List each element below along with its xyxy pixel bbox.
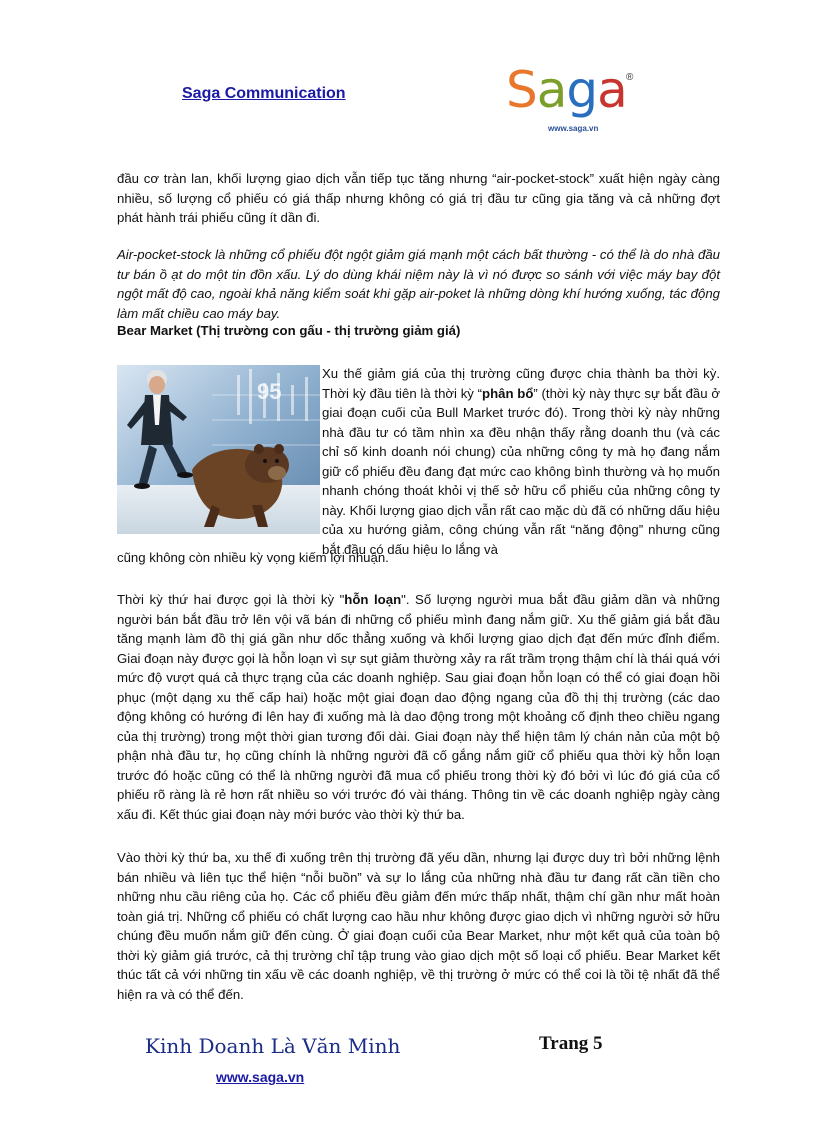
term-hon-loan: hỗn loạn: [344, 592, 402, 607]
footer-url-link[interactable]: www.saga.vn: [216, 1069, 305, 1085]
paragraph-intro: đầu cơ tràn lan, khối lượng giao dịch vẫn tiếp tục tăng nhưng “air-pocket-stock” xuất hiện ngày càng nhiều, số lượng cổ phiếu có giá thấp nhưng không có giá trị đầu tư cũng gia tăng và cả những đợt phát hành trái phiếu cũng ít dần đi.: [117, 171, 720, 225]
chart-number: 95: [257, 379, 282, 404]
registered-mark: ®: [626, 72, 634, 83]
page-number: Trang 5: [539, 1033, 603, 1054]
paragraph-bear-phase-one-tail: cũng không còn nhiều kỳ vọng kiếm lợi nhuận.: [117, 550, 389, 565]
paragraph-bear-phase-two: Thời kỳ thứ hai được gọi là thời kỳ "hỗn loạn". Số lượng người mua bắt đầu giảm dần và những người bán bắt đầu trở lên vội vã bán đi những cổ phiếu mình đang nắm giữ. Xu thế giảm giá bắt đầu tăng mạnh làm đồ thị giá gần như dốc thẳng xuống và khối lượng giao dịch đạt đến mức đỉnh điểm. Giai đoạn này được gọi là hỗn loạn vì sự sụt giảm thường xảy ra rất trầm trọng thậm chí là thái quá với mức độ vượt quá cả thực trạng của các doanh nghiệp. Sau giai đoạn hỗn loạn có thể có giai đoạn hồi phục (một dạng xu thế cấp hai) hoặc một giai đoạn dao động ngang của đồ thị thị trường (các dao động không có hướng đi lên hay đi xuống mà là dao động trong một khoảng cố định theo chiều ngang của thị trường) trong một thời gian tương đối dài. Giai đoạn này thể hiện tâm lý chán nản của một bộ phận nhà đầu tư, họ cũng chính là những người đã cố gắng nắm giữ cổ phiếu qua thời kỳ hỗn loạn trước đó hoặc cũng có thể là những người đã mua cổ phiếu trong thời kỳ đó bởi vì lúc đó giá của cổ phiếu rõ ràng là rẻ hơn rất nhiều so với trước đó vài tháng. Thông tin về các doanh nghiệp ngày càng xấu đi. Kết thúc giai đoạn này mới bước vào thời kỳ thứ ba.: [117, 592, 720, 822]
paragraph-bear-phase-three: Vào thời kỳ thứ ba, xu thế đi xuống trên thị trường đã yếu dần, nhưng lại được duy trì bởi những lệnh bán nhiều và liên tục thể hiện “nỗi buồn” và sự lo lắng của những nhà đầu tư đang rất cần tiền cho những nhu cầu riêng của họ. Các cổ phiếu đều giảm đến mức thấp nhất, thậm chí gần như mất hoàn toàn giá trị. Những cổ phiếu có chất lượng cao hầu như không được giao dịch vì những người sở hữu chúng đều muốn nắm giữ đến cùng. Ở giai đoạn cuối của Bear Market, như một kết quả của toàn bộ thời kỳ giảm giá trước, cả thị trường chỉ tập trung vào giao dịch một số loại cổ phiếu. Bear Market kết thúc tất cả với những tin xấu về các doanh nghiệp, về thị trường ở mức có thể coi là tồi tệ nhất đã thể hiện ra và có thể đến.: [117, 850, 720, 1002]
term-phan-bo: phân bổ: [482, 385, 534, 401]
saga-logo: [506, 60, 646, 140]
paragraph-bear-phase-one: Xu thế giảm giá của thị trường cũng được chia thành ba thời kỳ. Thời kỳ đầu tiên là thời kỳ “phân bổ” (thời kỳ này thực sự bắt đầu ở giai đoạn cuối của Bull Market trước đó). Trong thời kỳ này những nhà đầu tư có tầm nhìn xa đều nhận thấy rằng doanh thu (và các chỉ số kinh doanh nói chung) của những công ty mà họ đang nắm giữ cổ phiếu đều đang đạt mức cao không bình thường và họ muốn nhanh chóng thoát khỏi vị thế sở hữu cổ phiếu của những công ty này. Khối lượng giao dịch vẫn rất cao mặc dù đã có những dấu hiệu của xu hướng giảm, công chúng vẫn rất “năng động” nhưng cũng bắt đầu có dấu hiệu lo lắng và: [322, 366, 720, 557]
logo-url: www.saga.vn: [548, 124, 599, 133]
saga-logo-wordmark: Saga: [506, 61, 627, 119]
paragraph-air-pocket-definition: Air-pocket-stock là những cổ phiếu đột ngột giảm giá mạnh một cách bất thường - có thể là do nhà đầu tư bán ồ ạt do một tin đồn xấu. Lý do dùng khái niệm này là vì nó được so sánh với việc máy bay đột ngột mất độ cao, ngoài khả năng kiểm soát khi gặp air-poket là những dòng khí hướng xuống, tác động làm mất chiều cao máy bay.: [117, 247, 720, 321]
bear-market-illustration: [117, 365, 320, 534]
saga-communication-link[interactable]: Saga Communication: [182, 85, 346, 102]
footer-slogan: Kinh Doanh Là Văn Minh: [145, 1034, 401, 1058]
section-heading-bear-market: Bear Market (Thị trường con gấu - thị trường giảm giá): [117, 323, 461, 338]
